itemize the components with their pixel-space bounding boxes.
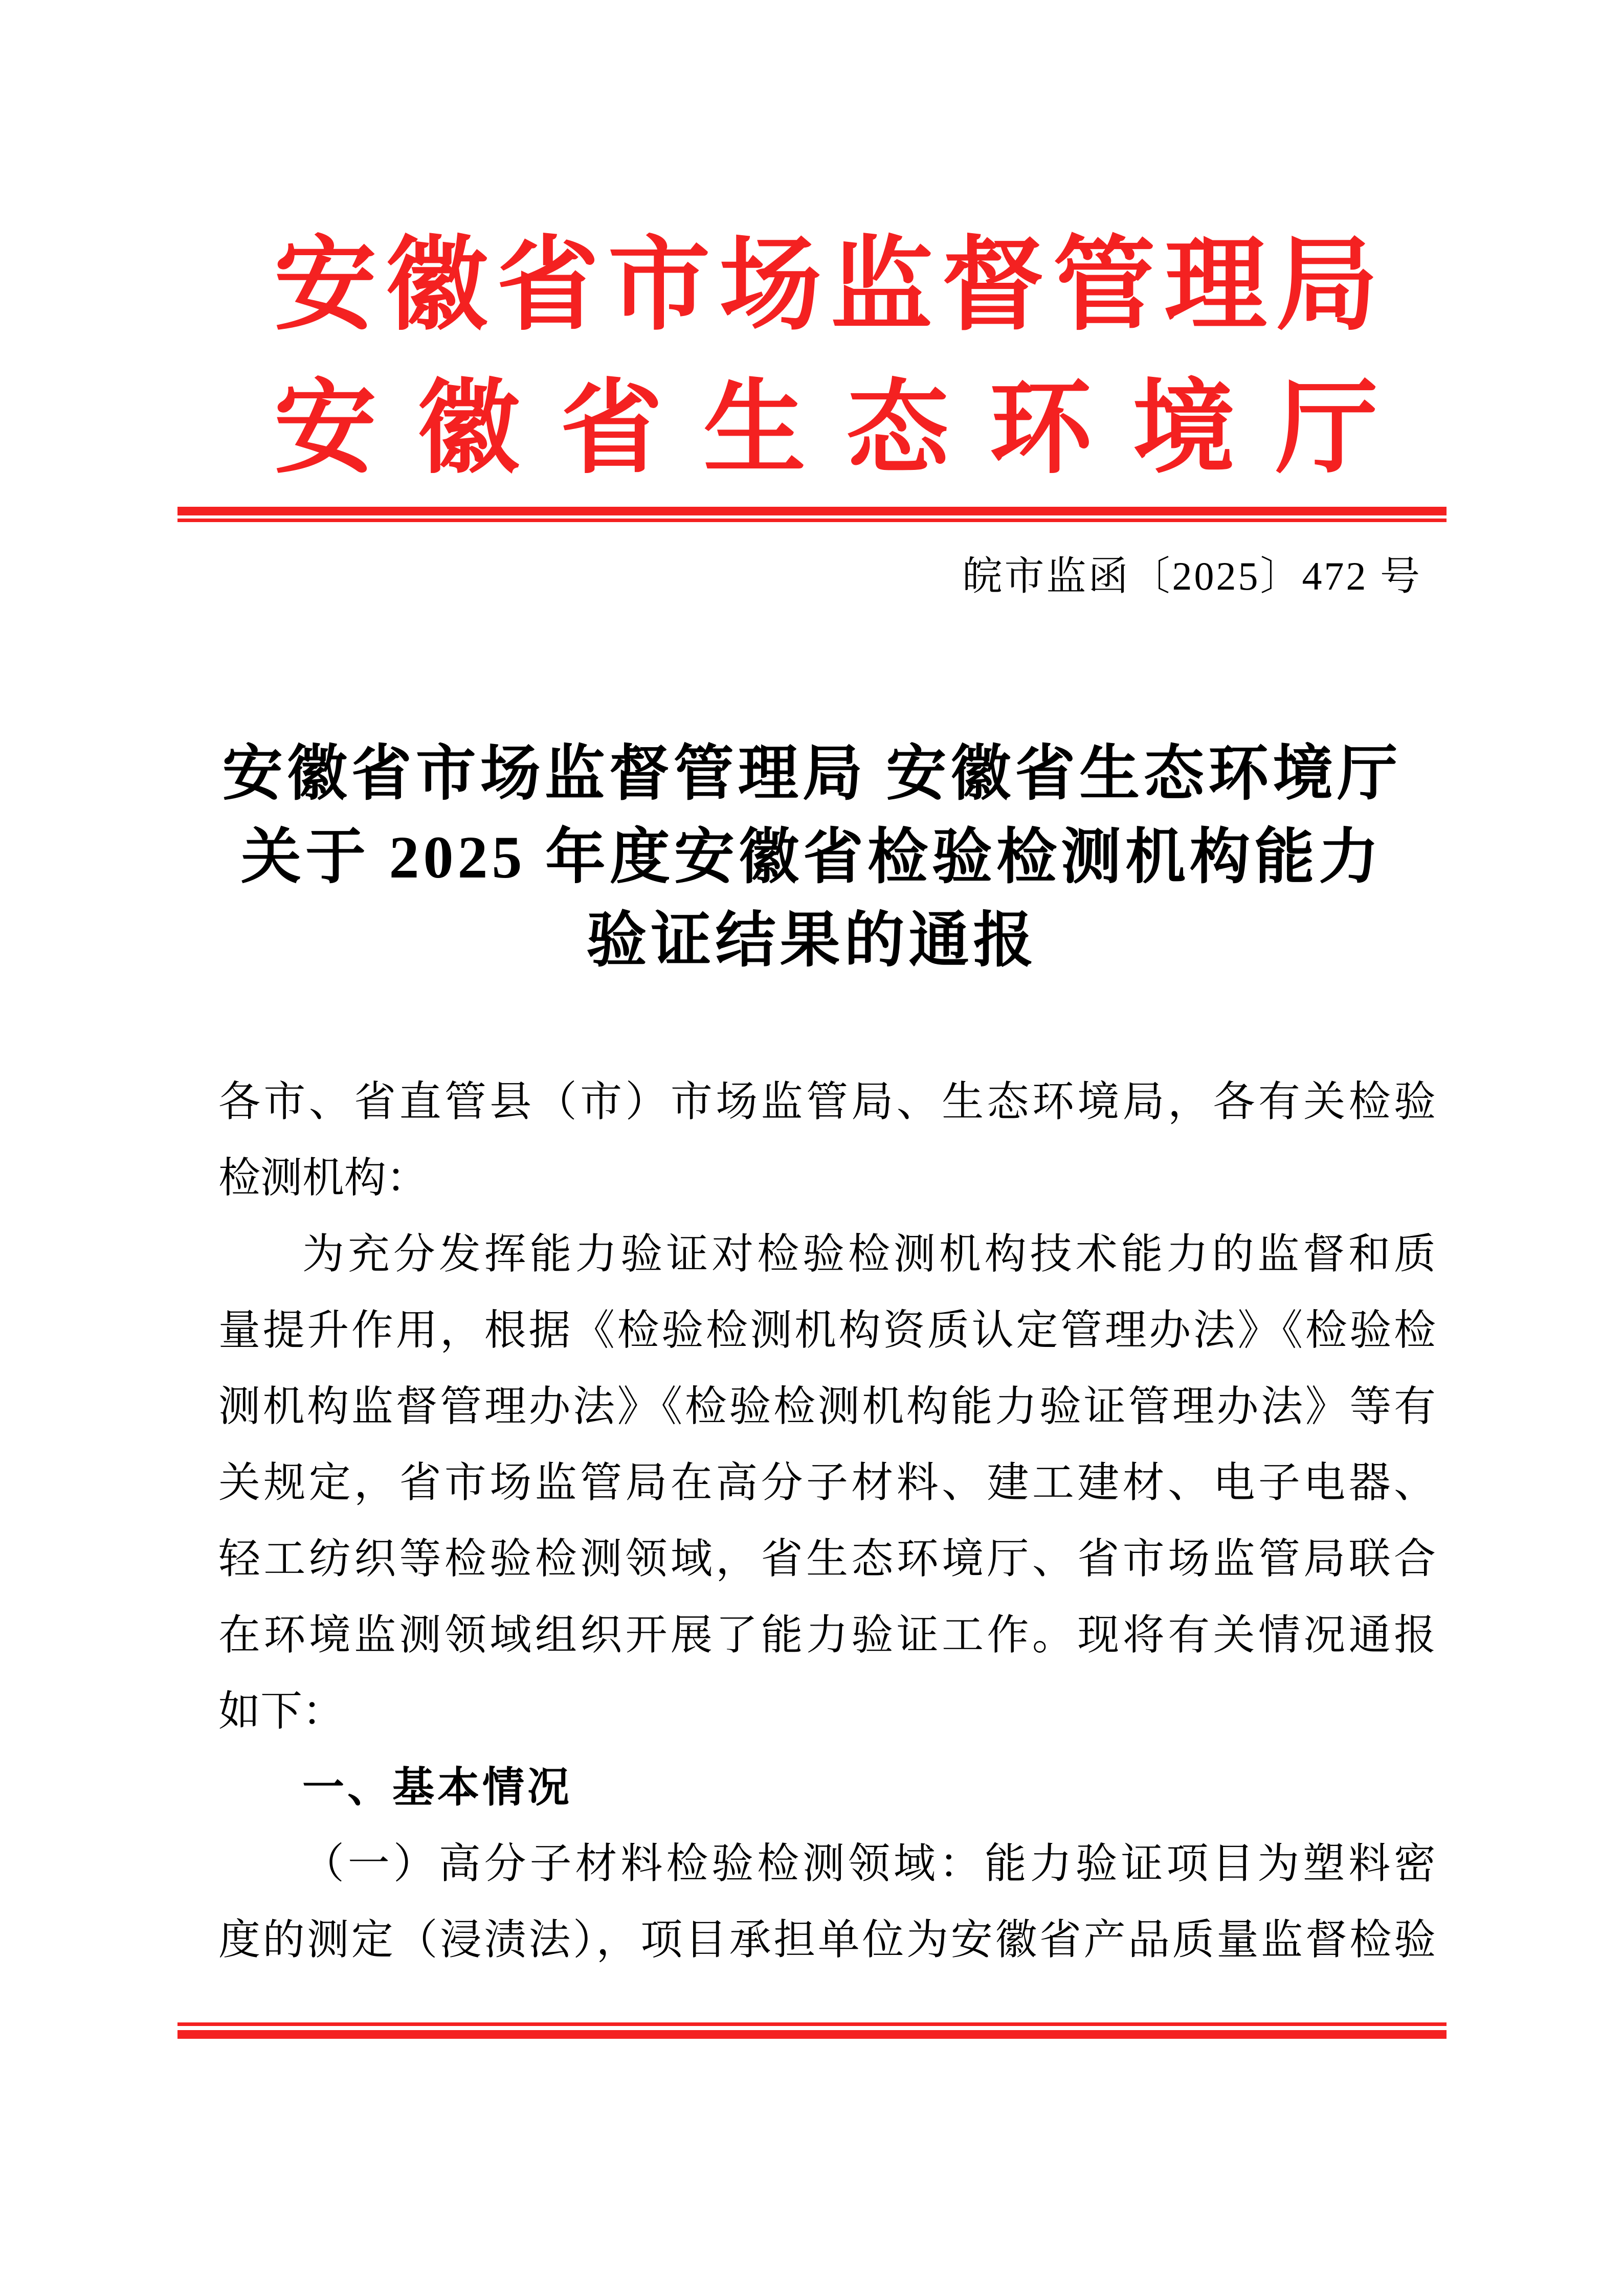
body-line: 轻工纺织等检验检测领域，省生态环境厅、省市场监管局联合 (218, 1536, 1436, 1582)
body-line: 关规定，省市场监管局在高分子材料、建工建材、电子电器、 (218, 1459, 1436, 1506)
body-text (218, 1064, 1436, 1978)
letterhead (274, 215, 1378, 501)
letterhead-org-line-1: 安徽省市场监督管理局 (274, 230, 1378, 343)
document-number: 皖市监函〔2025〕472 号 (962, 554, 1422, 598)
title-line-1: 安徽省市场监督管理局 安徽省生态环境厅 (222, 740, 1402, 807)
body-line: 为充分发挥能力验证对检验检测机构技术能力的监督和质 (302, 1231, 1436, 1277)
body-section-heading: 一、基本情况 (302, 1764, 573, 1811)
body-line: 在环境监测领域组织开展了能力验证工作。现将有关情况通报 (218, 1612, 1436, 1658)
header-rule-thick (177, 507, 1447, 515)
document-title (0, 732, 1624, 982)
body-line: 如下： (218, 1688, 345, 1735)
title-line-3: 验证结果的通报 (586, 907, 1038, 974)
header-rule-thin (177, 519, 1447, 522)
body-line: 各市、省直管县（市）市场监管局、生态环境局，各有关检验 (218, 1078, 1436, 1125)
title-line-2: 关于 2025 年度安徽省检验检测机构能力 (240, 824, 1383, 891)
letterhead-org-line-2: 安徽省生态环境厅 (274, 373, 1378, 486)
body-line: 测机构监督管理办法》《检验检测机构能力验证管理办法》等有 (218, 1383, 1436, 1430)
body-line: 度的测定（浸渍法），项目承担单位为安徽省产品质量监督检验 (218, 1917, 1436, 1963)
body-line: 检测机构： (218, 1155, 429, 1201)
footer-rule-thick (177, 2030, 1447, 2039)
body-line: 量提升作用，根据《检验检测机构资质认定管理办法》《检验检 (218, 1307, 1436, 1354)
body-line: （一）高分子材料检验检测领域：能力验证项目为塑料密 (302, 1840, 1436, 1887)
footer-rule-thin (177, 2022, 1447, 2026)
